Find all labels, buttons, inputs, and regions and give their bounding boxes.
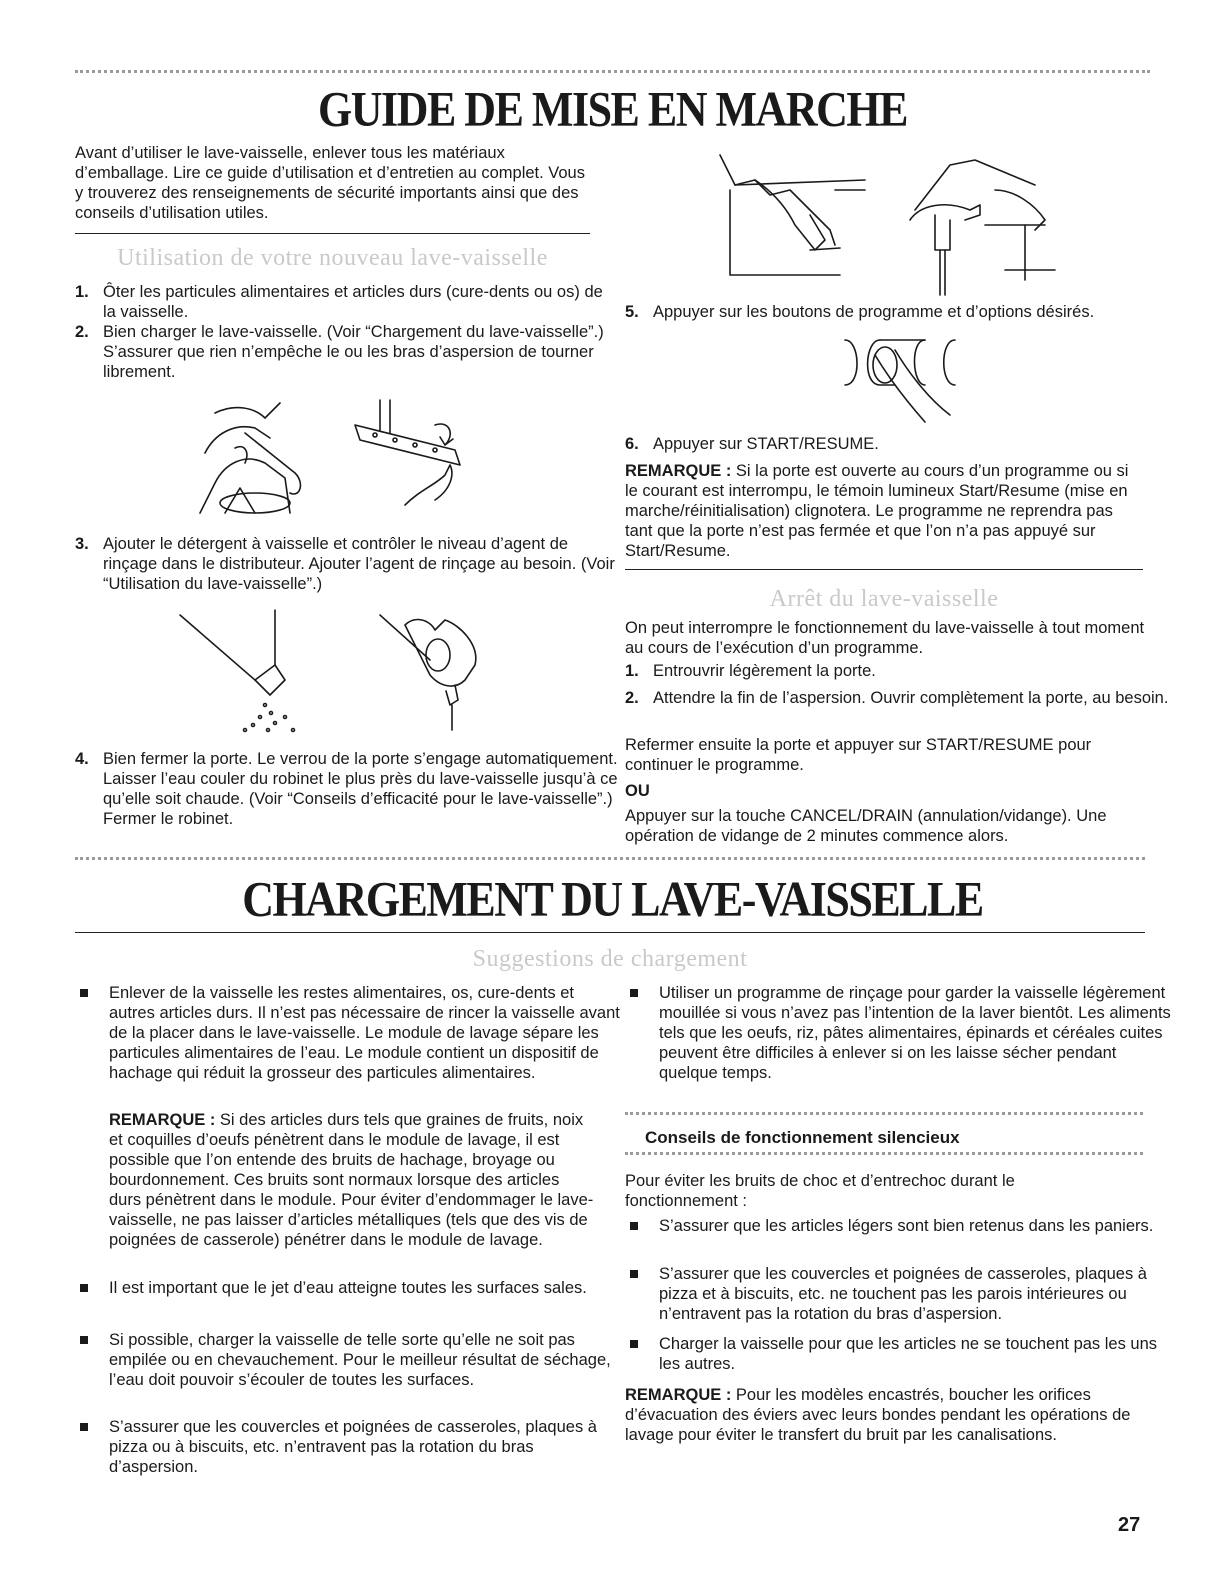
subhead-use: Utilisation de votre nouveau lave-vaisselle bbox=[117, 245, 548, 271]
stop-intro: On peut interrompre le fonctionnement du lave-vaisselle à tout moment au cours de l’exécution d’un programme. bbox=[625, 619, 1145, 657]
or-label: OU bbox=[625, 782, 650, 800]
loading-rule bbox=[75, 932, 1145, 933]
stop-step-2: 2. Attendre la fin de l’aspersion. Ouvrir complètement la porte, au besoin. bbox=[625, 689, 1169, 707]
quiet-bullet-1: S’assurer que les articles légers sont bien retenus dans les paniers. bbox=[625, 1216, 1179, 1236]
stop-step-1: 1. Entrouvrir légèrement la porte. bbox=[625, 662, 876, 680]
load-bullet-4: S’assurer que les couvercles et poignées de casseroles, plaques à pizza ou à biscuits, etc. n’entravent pas la rotation du bras d’aspersion. bbox=[75, 1417, 624, 1477]
step-2: 2. Bien charger le lave-vaisselle. (Voir “Chargement du lave-vaisselle”.) S’assurer que rien n’empêche le ou les bras d’aspersion de tourner librement. bbox=[75, 323, 604, 381]
section-divider bbox=[75, 857, 1145, 863]
subhead-suggestions: Suggestions de chargement bbox=[472, 946, 748, 972]
step-4: 4. Bien fermer la porte. Le verrou de la porte s’engage automatiquement. Laisser l’eau couler du robinet le plus près du lave-vaisselle jusqu’à ce qu’elle soit chaude. (Voir “Conseils d’efficacité pour le lave-vaisselle”.) Fermer le robinet. bbox=[75, 750, 618, 828]
quiet-bullet-2: S’assurer que les couvercles et poignées de casseroles, plaques à pizza et à biscuits, etc. ne touchent pas les parois intérieures ou n’entravent pas la rotation du bras d’aspersion. bbox=[625, 1264, 1179, 1324]
step-5: 5. Appuyer sur les boutons de programme et d’options désirés. bbox=[625, 303, 1095, 321]
faucet-illustration bbox=[895, 150, 1055, 300]
detergent-illustration bbox=[175, 605, 315, 735]
load-bullet-1: Enlever de la vaisselle les restes alimentaires, os, cure-dents et autres articles durs. Il n’est pas nécessaire de rincer la vaisselle avant de la placer dans le lave-vaisselle. Le module de lavage sépare les particules alimentaires de l’eau. Le module contient un dispositif de hachage qui réduit la grosseur des particules alimentaires. bbox=[75, 983, 624, 1083]
section-title-guide: GUIDE DE MISE EN MARCHE bbox=[318, 81, 907, 137]
remark-built-in: REMARQUE : Pour les modèles encastrés, boucher les orifices d’évacuation des éviers avec leurs bondes pendant les opérations de lavage pour éviter le transfert du bruit par les canalisations. bbox=[625, 1386, 1131, 1444]
close-door-illustration bbox=[715, 150, 875, 300]
scrape-dishes-illustration bbox=[195, 393, 315, 523]
subhead-stop: Arrêt du lave-vaisselle bbox=[769, 586, 999, 612]
cancel-paragraph: Appuyer sur la touche CANCEL/DRAIN (annulation/vidange). Une opération de vidange de 2 minutes commence alors. bbox=[625, 807, 1107, 845]
quiet-top-divider bbox=[625, 1112, 1143, 1118]
spray-arm-illustration bbox=[345, 395, 480, 520]
intro-paragraph: Avant d’utiliser le lave-vaisselle, enlever tous les matériaux d’emballage. Lire ce guide d’utilisation et d’entretien au complet. Vous y trouverez des renseignements de sécurité importants ainsi que des conseils d’utilisation utiles. bbox=[75, 144, 585, 222]
quiet-intro: Pour éviter les bruits de choc et d’entrechoc durant le fonctionnement : bbox=[625, 1172, 1015, 1210]
press-button-illustration bbox=[840, 330, 960, 425]
load-bullet-2: Il est important que le jet d’eau atteigne toutes les surfaces sales. bbox=[75, 1278, 624, 1298]
rinse-aid-illustration bbox=[370, 605, 490, 735]
step-6: 6. Appuyer sur START/RESUME. bbox=[625, 435, 879, 453]
step-1: 1. Ôter les particules alimentaires et articles durs (cure-dents ou os) de la vaisselle. bbox=[75, 283, 603, 321]
quiet-tips-title: Conseils de fonctionnement silencieux bbox=[645, 1128, 960, 1147]
remark-start-resume: REMARQUE : Si la porte est ouverte au cours d’un programme ou si le courant est interrompu, le témoin lumineux Start/Resume (mise en marche/réinitialisation) clignotera. Le programme ne reprendra pas tant que la porte n’est pas fermée et que l’on n’a pas appuyé sur Start/Resume. bbox=[625, 462, 1129, 560]
top-divider bbox=[75, 70, 1150, 76]
intro-rule bbox=[75, 233, 590, 234]
load-bullet-3: Si possible, charger la vaisselle de telle sorte qu’elle ne soit pas empilée ou en chevauchement. Pour le meilleur résultat de séchage, l’eau doit pouvoir s’écouler de toutes les surfaces. bbox=[75, 1330, 624, 1390]
section-title-loading: CHARGEMENT DU LAVE-VAISSELLE bbox=[242, 872, 983, 927]
step-3: 3. Ajouter le détergent à vaisselle et contrôler le niveau d’agent de rinçage dans le distributeur. Ajouter l’agent de rinçage au besoin. (Voir “Utilisation du lave-vaisselle”.) bbox=[75, 535, 615, 593]
stop-rule bbox=[625, 569, 1143, 570]
page-number: 27 bbox=[1118, 1514, 1141, 1536]
rinse-bullet: Utiliser un programme de rinçage pour garder la vaisselle légèrement mouillée si vous n’avez pas l’intention de la laver bientôt. Les aliments tels que les oeufs, riz, pâtes alimentaires, épinards et céréales cuites peuvent être difficiles à enlever si on les laisse sécher pendant quelque temps. bbox=[625, 983, 1179, 1083]
quiet-bullet-3: Charger la vaisselle pour que les articles ne se touchent pas les uns les autres. bbox=[625, 1334, 1179, 1374]
quiet-bottom-divider bbox=[625, 1152, 1143, 1158]
remark-hard-items: REMARQUE : Si des articles durs tels que graines de fruits, noix et coquilles d’oeufs pénètrent dans le module de lavage, il est possible que l’on entende des bruits de hachage, broyage ou bourdonnement. Ces bruits sont normaux lorsque des articles durs pénètrent dans le module. Pour éviter d’endommager le lave-vaisselle, ne pas laisser d’articles métalliques (tels que des vis de poignées de casserole) pénétrer dans le module de lavage. bbox=[109, 1111, 594, 1249]
stop-resume-paragraph: Refermer ensuite la porte et appuyer sur START/RESUME pour continuer le programme. bbox=[625, 736, 1092, 774]
